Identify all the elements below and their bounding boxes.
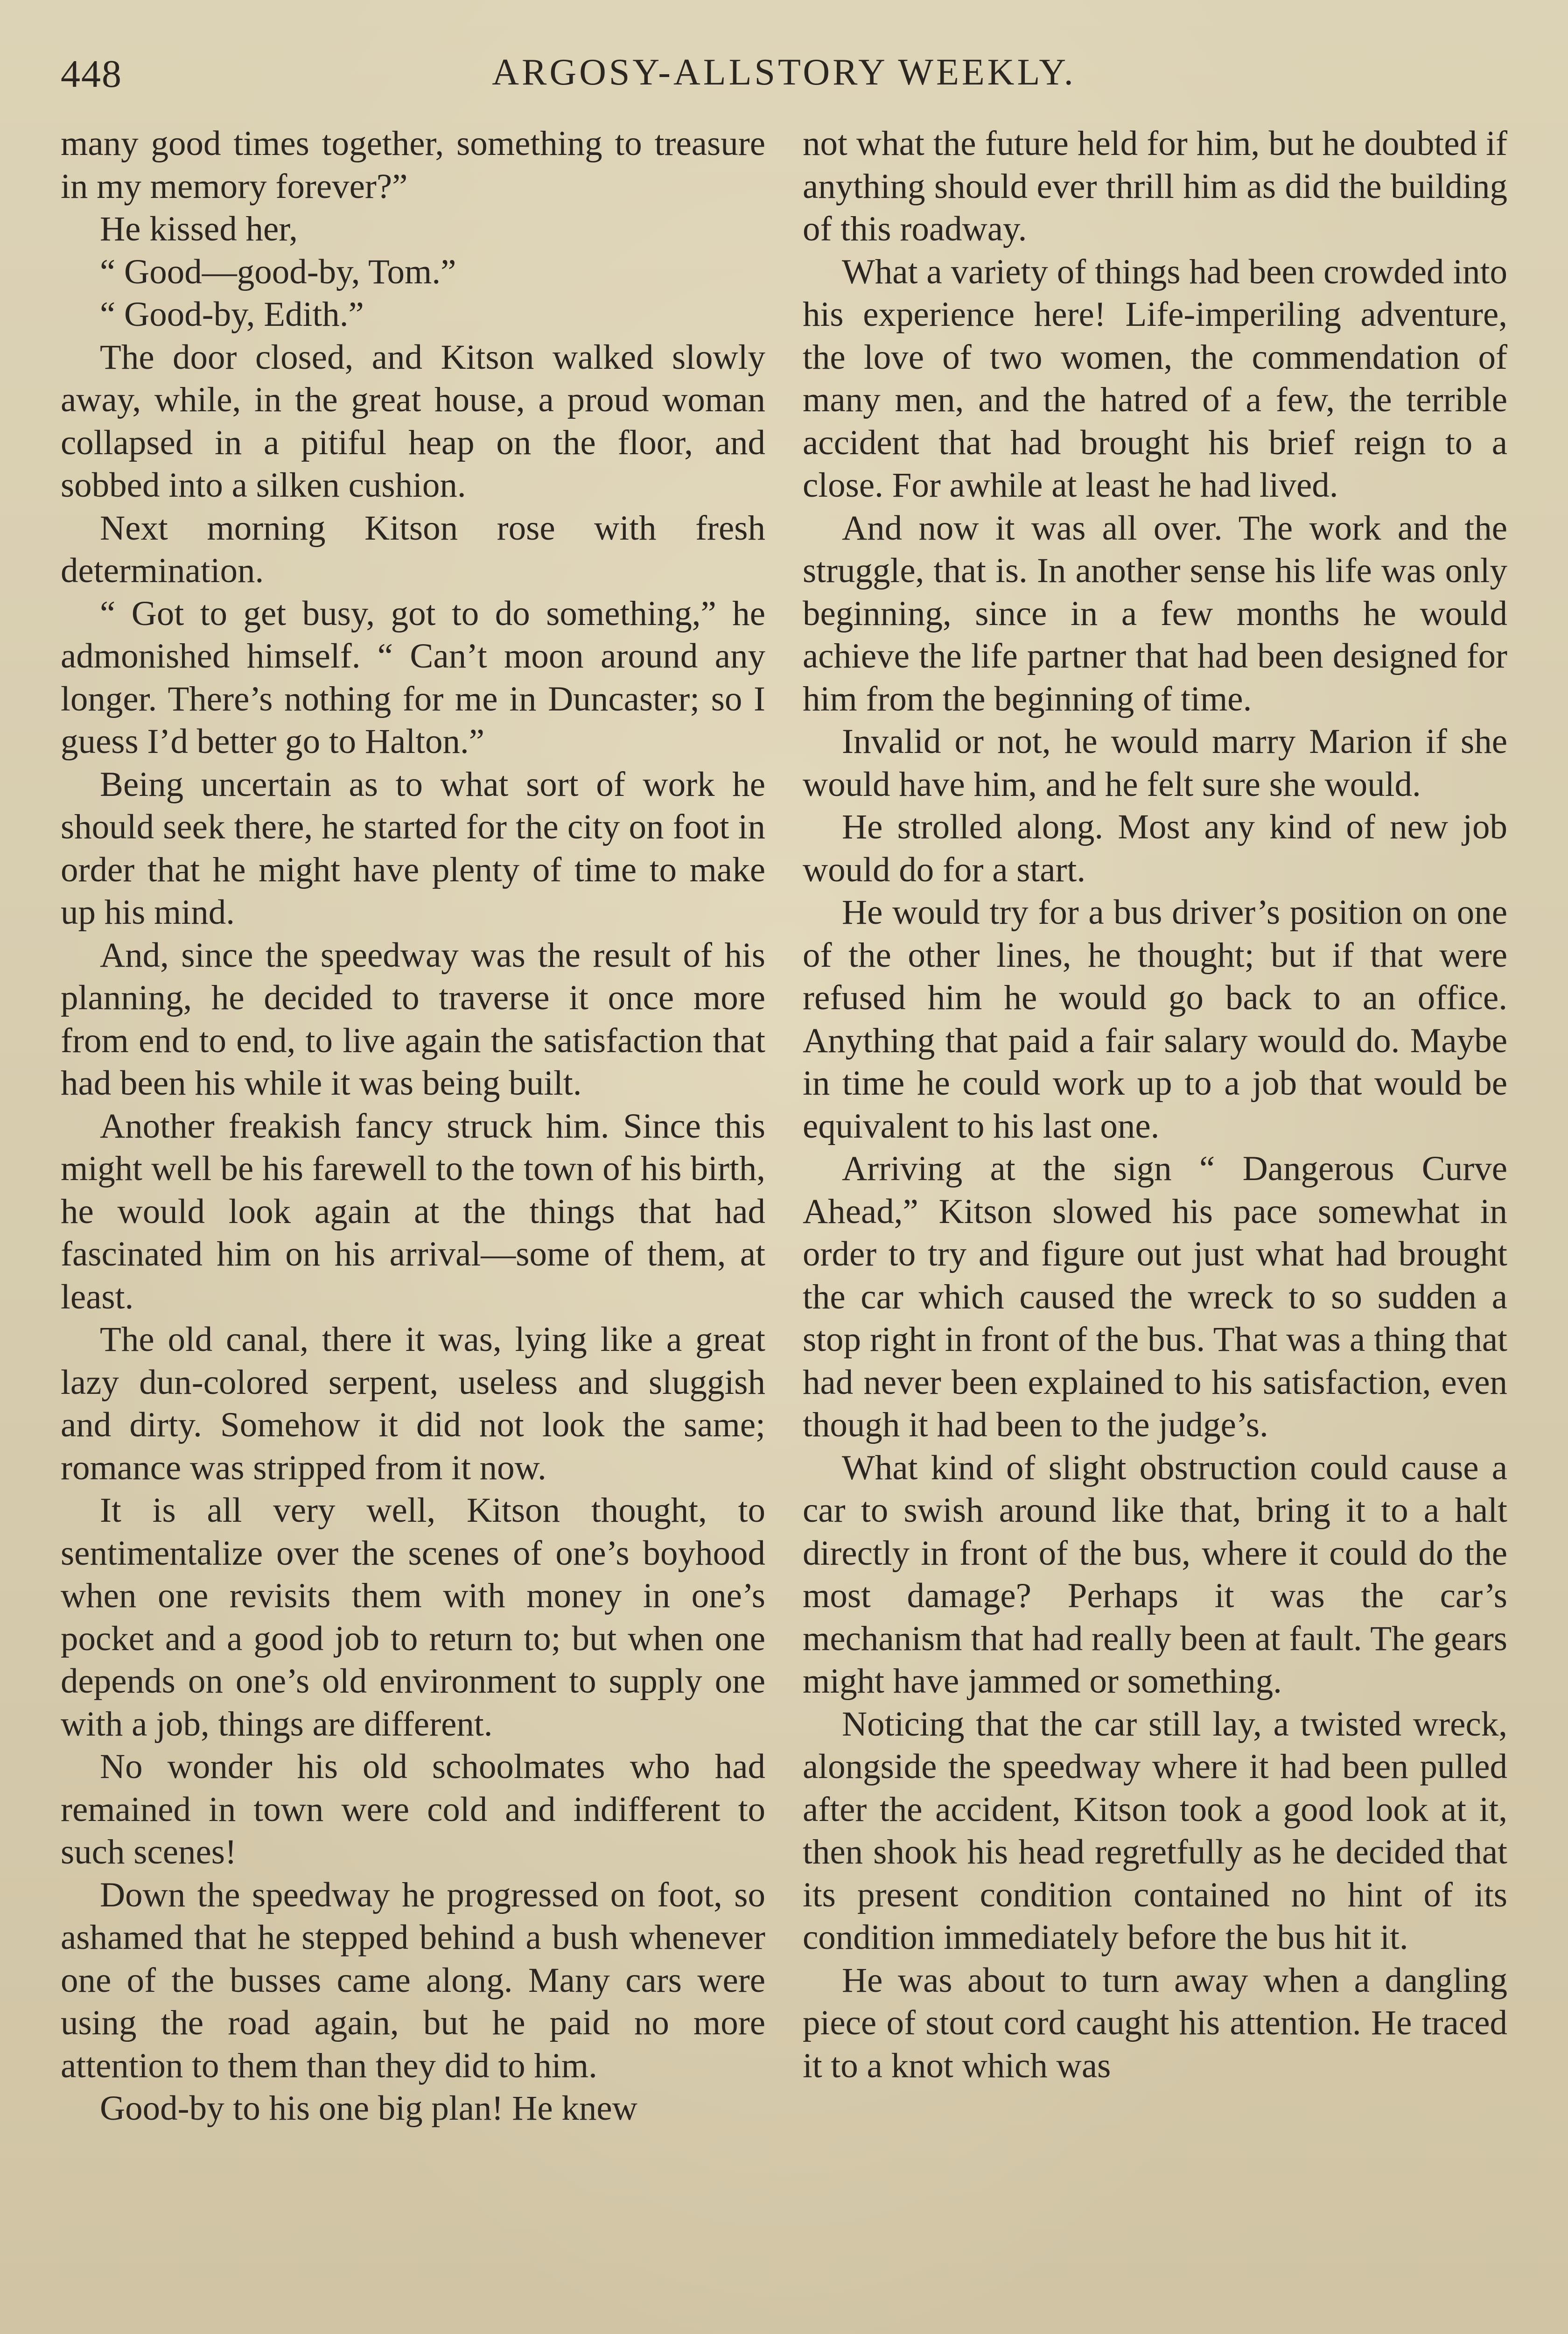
paragraph: He was about to turn away when a dangling piece of stout cord caught his attention. He traced it to a knot which was xyxy=(803,1961,1507,2085)
paragraph: Invalid or not, he would marry Marion if she would have him, and he felt sure she would. xyxy=(803,722,1507,804)
paragraph: Down the speedway he progressed on foot, so ashamed that he stepped behind a bush whenever one of the busses came along. Many cars were using the road again, but he paid no more attention to them than they did to him. xyxy=(61,1875,765,2085)
paragraph: He strolled along. Most any kind of new job would do for a start. xyxy=(803,808,1507,889)
paragraph: He kissed her, xyxy=(100,210,298,248)
paragraph: Good-by to his one big plan! He knew xyxy=(100,2089,637,2128)
paragraph: not what the future held for him, but he doubted if anything should ever thrill him as did the building of this roadway. xyxy=(803,124,1507,248)
page-number: 448 xyxy=(61,52,122,96)
paragraph: Noticing that the car still lay, a twisted wreck, alongside the speedway where it had been pulled after the accident, Kitson took a good look at it, then shook his head regretfully as he decided that its present condition contained no hint of its condition immediately before the bus hit it. xyxy=(803,1704,1507,1957)
page-header xyxy=(61,51,1507,103)
paragraph: “ Got to get busy, got to do something,” he admonished himself. “ Can’t moon around any longer. There’s nothing for me in Duncaster; so I guess I’d better go to Halton.” xyxy=(61,594,765,761)
paragraph: many good times together, something to treasure in my memory forever?” xyxy=(61,124,765,206)
left-column xyxy=(61,122,765,2334)
paragraph: The old canal, there it was, lying like a great lazy dun-colored serpent, useless and sluggish and dirty. Somehow it did not look the same; romance was stripped from it now. xyxy=(61,1320,765,1487)
paragraph: “ Good-by, Edith.” xyxy=(100,295,364,334)
paragraph: No wonder his old schoolmates who had remained in town were cold and indifferent to such scenes! xyxy=(61,1747,765,1871)
paragraph: And now it was all over. The work and the struggle, that is. In another sense his life was only beginning, since in a few months he would achieve the life partner that had been designed for him from the beginning of time. xyxy=(803,508,1507,718)
paragraph: Another freakish fancy struck him. Since this might well be his farewell to the town of his birth, he would look again at the things that had fascinated him on his arrival—some of them, at least. xyxy=(61,1106,765,1316)
paragraph: He would try for a bus driver’s position on one of the other lines, he thought; but if that were refused him he would go back to an office. Anything that paid a fair salary would do. Maybe in time he could work up to a job that would be equivalent to his last one. xyxy=(803,893,1507,1146)
right-column xyxy=(803,122,1507,2334)
paragraph: What a variety of things had been crowded into his experience here! Life-imperiling adventure, the love of two women, the commendation of many men, and the hatred of a few, the terrible accident that had brought his brief reign to a close. For awhile at least he had lived. xyxy=(803,252,1507,505)
paragraph: What kind of slight obstruction could cause a car to swish around like that, bring it to a halt directly in front of the bus, where it could do the most damage? Perhaps it was the car’s mechanism that had really been at fault. The gears might have jammed or something. xyxy=(803,1448,1507,1701)
paragraph: Being uncertain as to what sort of work he should seek there, he started for the city on foot in order that he might have plenty of time to make up his mind. xyxy=(61,765,765,932)
running-head: ARGOSY-ALLSTORY WEEKLY. xyxy=(492,52,1076,93)
paragraph: “ Good—good-by, Tom.” xyxy=(100,252,456,291)
paragraph: Next morning Kitson rose with fresh determination. xyxy=(61,508,765,590)
paragraph: And, since the speedway was the result of his planning, he decided to traverse it once more from end to end, to live again the satisfaction that had been his while it was being built. xyxy=(61,935,765,1103)
paragraph: Arriving at the sign “ Dangerous Curve Ahead,” Kitson slowed his pace somewhat in order to try and figure out just what had brought the car which caused the wreck to so sudden a stop right in front of the bus. That was a thing that had never been explained to his satisfaction, even though it had been to the judge’s. xyxy=(803,1149,1507,1444)
paragraph: The door closed, and Kitson walked slowly away, while, in the great house, a proud woman collapsed in a pitiful heap on the floor, and sobbed into a silken cushion. xyxy=(61,337,765,505)
paragraph: It is all very well, Kitson thought, to sentimentalize over the scenes of one’s boyhood when one revisits them with money in one’s pocket and a good job to return to; but when one depends on one’s old environment to supply one with a job, things are different. xyxy=(61,1491,765,1743)
